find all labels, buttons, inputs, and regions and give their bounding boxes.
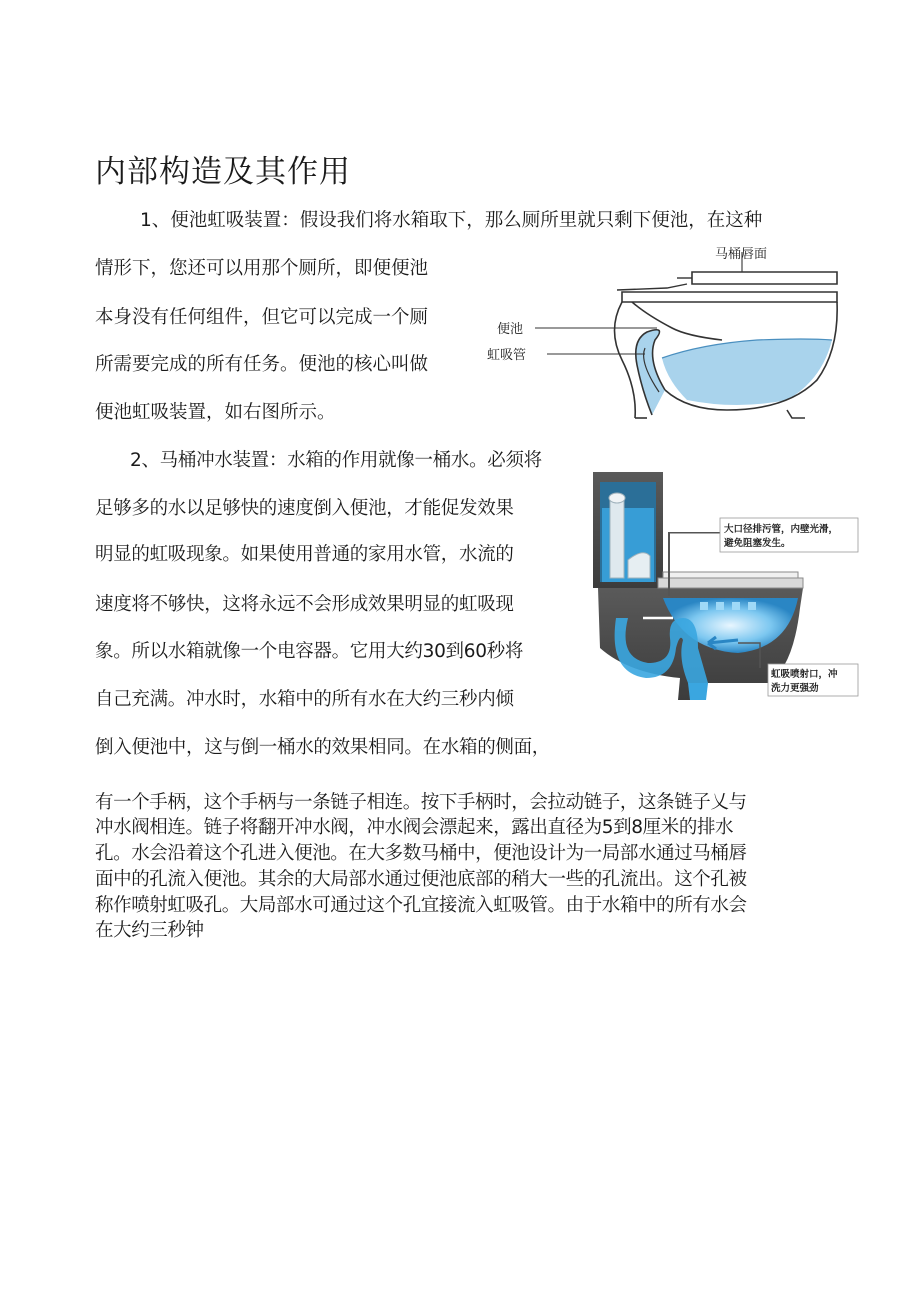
section2-line-5: 象。所以水箱就像一个电容器。它用大约30到60秒将 (95, 641, 524, 662)
paragraph-line-5: 称作喷射虹吸孔。大局部水可通过这个孔宜接流入虹吸管。由于水箱中的所有水会 (95, 895, 747, 916)
label-lid: 马桶唇面 (715, 247, 768, 262)
label-siphon: 虹吸管 (487, 348, 527, 363)
paragraph-line-4: 面中的孔流入便池。其余的大局部水通过便池底部的稍大一些的孔流出。这个孔被 (95, 869, 747, 890)
callout-top-line-2: 避免阻塞发生。 (724, 538, 791, 549)
label-bowl: 便池 (497, 322, 524, 337)
section1-line-3: 本身没有任何组件，但它可以完成一个厕 (95, 307, 429, 328)
section2-line-3: 明显的虹吸现象。如果使用普通的家用水管，水流的 (95, 544, 514, 565)
page-title: 内部构造及其作用 (95, 154, 351, 190)
section2-line-7: 倒入便池中，这与倒一桶水的效果相同。在水箱的侧面， (95, 737, 551, 758)
section1-line-1: 1、便池虹吸装置：假设我们将水箱取下，那么厕所里就只剩下便池，在这种 (140, 210, 763, 231)
section2-line-2: 足够多的水以足够快的速度倒入便池，才能促发效果 (95, 498, 514, 519)
paragraph-line-1: 有一个手柄，这个手柄与一条链子相连。按下手柄时，会拉动链子，这条链子乂与 (95, 792, 747, 813)
callout-bottom-line-2: 洗力更强劲 (771, 683, 819, 694)
paragraph-line-6: 在大约三秒钟 (95, 920, 204, 941)
section1-line-4: 所需要完成的所有任务。便池的核心叫做 (95, 354, 429, 375)
siphon-diagram (487, 240, 842, 420)
section1-line-5: 便池虹吸装置，如右图所示。 (95, 402, 336, 423)
callout-bottom-line-1: 虹吸喷射口，冲 (771, 669, 838, 680)
section2-line-1: 2、马桶冲水装置：水箱的作用就像一桶水。必须将 (130, 450, 542, 471)
callout-top-line-1: 大口径排污管，内壁光滑， (724, 524, 839, 535)
section1-line-2: 情形下，您还可以用那个厕所，即便便池 (95, 258, 429, 279)
paragraph-line-3: 孔。水会沿着这个孔进入便池。在大多数马桶中，便池设计为一局部水通过马桶唇 (95, 843, 747, 864)
section2-line-4: 速度将不够快，这将永远不会形成效果明显的虹吸现 (95, 594, 514, 615)
paragraph-line-2: 冲水阀相连。链子将翻开冲水阀，冲水阀会漂起来，露出直径为5到8厘米的排水 (95, 817, 734, 838)
section2-line-6: 自己充满。冲水时，水箱中的所有水在大约三秒内倾 (95, 689, 514, 710)
flush-diagram (588, 468, 860, 700)
